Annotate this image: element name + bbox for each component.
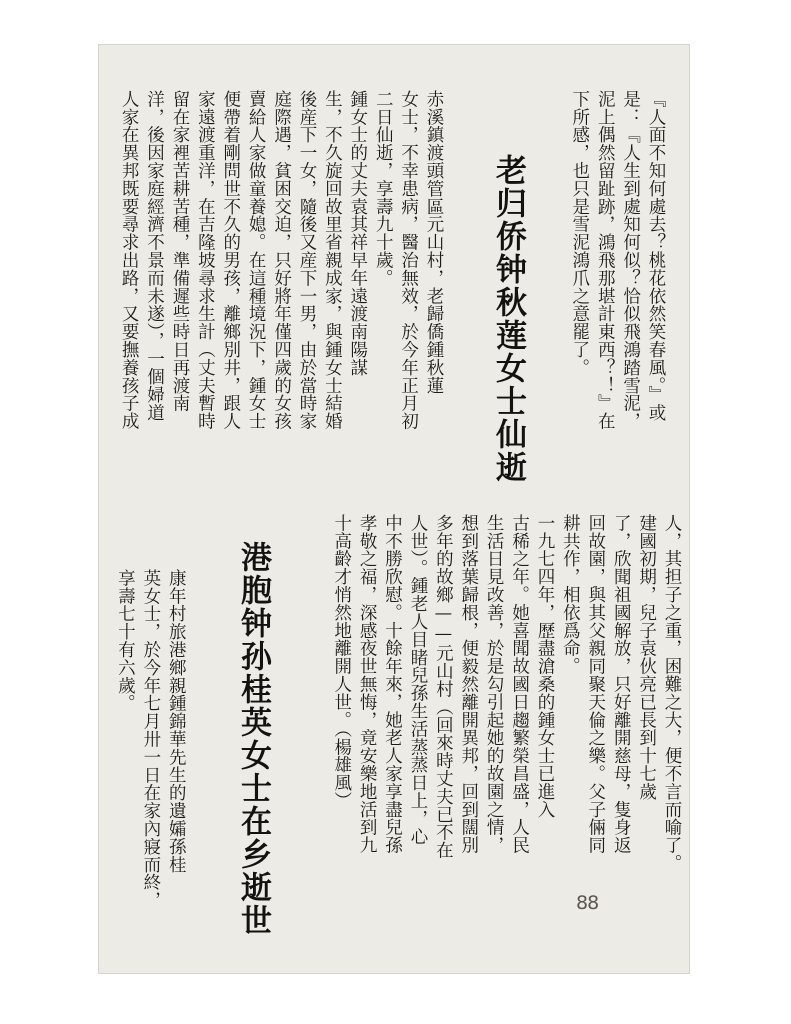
text-line: 想到落葉歸根，便毅然離開異邦，回到闊別 <box>458 514 479 855</box>
text-line: 耕共作，相依爲命。 <box>560 514 581 676</box>
headline-story1: 老归侨钟秋莲女士仙逝 <box>490 154 526 484</box>
text-line: 建國初期，兒子袁伙亮已長到十七歲 <box>636 514 657 801</box>
text-line: 回故園，與其父親同聚天倫之樂。父子倆同 <box>585 514 606 855</box>
text-line: 『人面不知何處去？桃花依然笑春風。』或 <box>646 90 666 422</box>
text-line: 下所感，也只是雪泥鴻爪之意罷了。 <box>569 90 590 377</box>
story1-body-bottom <box>328 514 684 954</box>
story2-body <box>112 569 188 959</box>
text-line: 二日仙逝，享壽九十歲。 <box>373 90 394 287</box>
text-line: 人世）。鍾老人目睹兒孫生活蒸蒸日上，心 <box>407 514 428 846</box>
text-line: 留在家裡苦耕苦種，準備遲些時日再渡南 <box>169 90 190 413</box>
text-line: 是：『人生到處知何似？恰似飛鴻踏雪泥， <box>620 90 641 431</box>
text-line: 洋，後因家庭經濟不景而未遂），一個婦道 <box>144 90 165 422</box>
story1-body-top <box>116 90 446 530</box>
page-number: 88 <box>576 892 599 914</box>
text-line: 泥上偶然留趾跡，鴻飛那堪計東西？！』在 <box>595 90 616 431</box>
text-line: 十高齡才悄然地離開人世。（楊雄風） <box>331 514 352 810</box>
text-line: 孝敬之福，深感夜世無悔，竟安樂地活到九 <box>357 514 378 855</box>
text-line: 一九七四年，歷盡滄桑的鍾女士已進入 <box>534 514 555 819</box>
text-line: 賣給人家做童養媳。在這種境況下，鍾女士 <box>246 90 267 431</box>
text-line: 生，不久旋回故里省親成家，與鍾女士結婚 <box>322 90 343 431</box>
text-line: 家遠渡重洋，在吉隆坡尋求生計（丈夫暫時 <box>195 90 216 431</box>
continued-text-top <box>566 90 668 530</box>
text-line: 便帶着剛問世不久的男孩，離鄉別井，跟人 <box>220 90 241 431</box>
text-line: 英女士，於今年七月卅一日在家內寢而終， <box>140 569 161 910</box>
text-line: 享壽七十有六歲。 <box>115 569 136 713</box>
text-line: 中不勝欣慰。十餘年來，她老人家享盡兒孫 <box>382 514 403 855</box>
text-line: 赤溪鎮渡頭管區元山村，老歸僑鍾秋蓮 <box>424 90 444 395</box>
text-line: 鍾女士的丈夫袁其祥早年遠渡南陽謀 <box>347 90 368 377</box>
text-line: 庭際遇，貧困交迫，只好將年僅四歲的女孩 <box>271 90 292 431</box>
text-line: 人，其担子之重，困難之大，便不言而喻了。 <box>662 514 682 872</box>
text-line: 生活日見改善，於是勾引起她的故園之情， <box>484 514 505 855</box>
text-line: 了，欣聞祖國解放，只好離開慈母，隻身返 <box>611 514 632 855</box>
text-line: 人家在異邦既要尋求出路，又要撫養孩子成 <box>119 90 140 431</box>
page-sheet <box>98 44 690 974</box>
headline-story2: 港胞钟孙桂英女士在乡逝世 <box>235 541 271 937</box>
text-line: 多年的故鄉——元山村（回來時丈夫已不在 <box>433 514 454 860</box>
text-line: 女士，不幸患病，醫治無效，於今年正月初 <box>398 90 419 431</box>
text-line: 康年村旅港鄉親鍾錦華先生的遺孀孫桂 <box>166 569 187 874</box>
text-line: 後産下一女，隨後又産下一男，由於當時家 <box>296 90 317 431</box>
text-line: 古稀之年。她喜聞故國日趨繁榮昌盛，人民 <box>509 514 530 855</box>
